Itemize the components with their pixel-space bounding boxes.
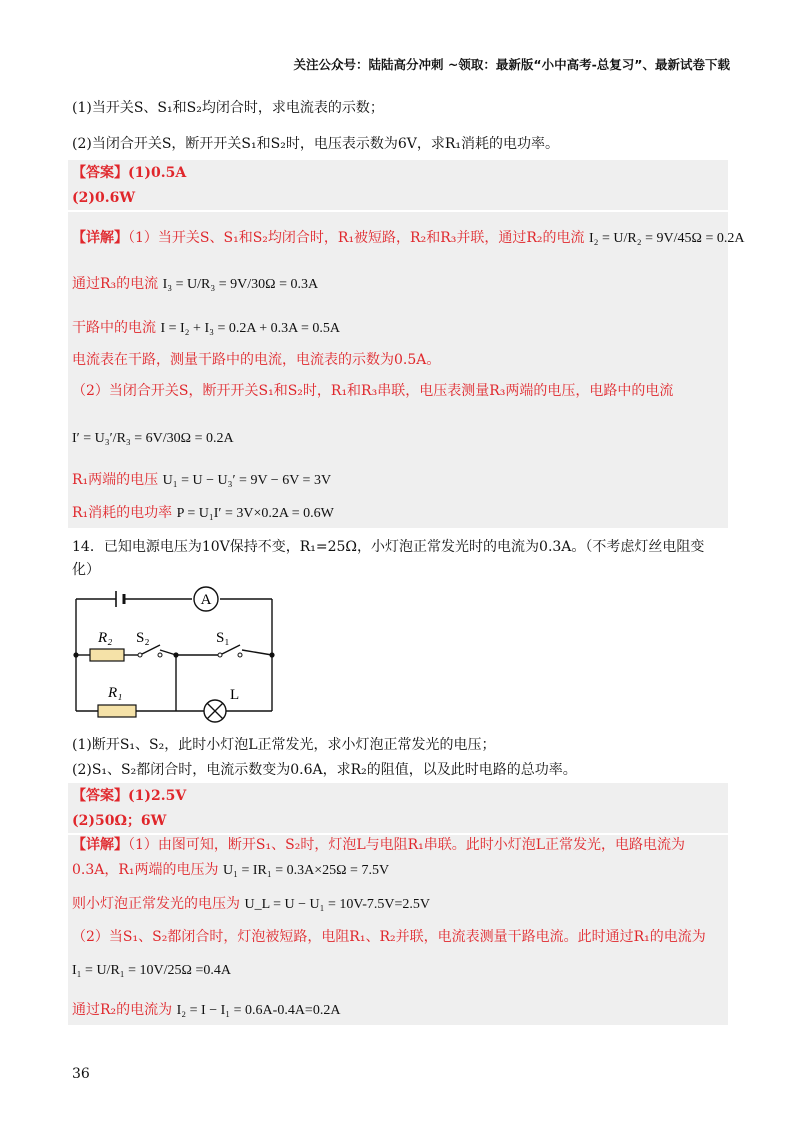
q14-detail-3: 则小灯泡正常发光的电压为 U_L = U − U₁ = 10V-7.5V=2.5V: [72, 896, 430, 912]
resistor-r1-icon: [98, 705, 136, 717]
resistor-r2-icon: [90, 649, 124, 661]
q14-detail-1: 【详解】（1）由图可知，断开S₁、S₂时，灯泡L与电阻R₁串联。此时小灯泡L正常发光，电路电流为: [72, 837, 686, 853]
circuit-diagram: [70, 585, 280, 730]
s1-label: S₁: [216, 630, 230, 646]
r2-label: R₂: [98, 630, 113, 646]
q14-detail-5: [72, 960, 231, 981]
q14-answer-2: (2)50Ω；6W: [72, 813, 167, 829]
q14-detail-6: 通过R₂的电流为 I₂ = I − I₁ = 0.6A-0.4A=0.2A: [72, 1002, 341, 1018]
equation-q14-i1: I₁ = U/R₁ = 10V/25Ω =0.4A: [72, 963, 231, 978]
page-number: 36: [72, 1066, 90, 1082]
q14-question-2: (2)S₁、S₂都闭合时，电流示数变为0.6A，求R₂的阻值，以及此时电路的总功率。: [72, 762, 577, 778]
lamp-label: L: [230, 687, 240, 703]
equation-q14-i2: I₂ = I − I₁ = 0.6A-0.4A=0.2A: [176, 1003, 341, 1018]
q14-answer-1: 【答案】(1)2.5V: [72, 788, 187, 804]
prev-detail-7: R₁两端的电压 U₁ = U − U₃′ = 9V − 6V = 3V: [72, 472, 332, 488]
q14-question-1: (1)断开S₁、S₂，此时小灯泡L正常发光，求小灯泡正常发光的电压；: [72, 737, 496, 753]
prev-detail-8: R₁消耗的电功率 P = U₁I′ = 3V×0.2A = 0.6W: [72, 505, 334, 521]
equation-q14-ul: U_L = U − U₁ = 10V-7.5V=2.5V: [244, 897, 430, 912]
prev-detail-4: 电流表在干路，测量干路中的电流，电流表的示数为0.5A。: [72, 352, 441, 368]
equation-q14-u1: U₁ = IR₁ = 0.3A×25Ω = 7.5V: [222, 863, 390, 878]
equation-u1: U₁ = U − U₃′ = 9V − 6V = 3V: [162, 473, 332, 488]
q14-detail-4: （2）当S₁、S₂都闭合时，灯泡被短路，电阻R₁、R₂并联，电流表测量干路电流。此时通过R₁的电流为: [72, 929, 706, 945]
prev-detail-1: 【详解】（1）当开关S、S₁和S₂均闭合时，R₁被短路，R₂和R₃并联，通过R₂的电流 I₂ = U/R₂ = 9V/45Ω = 0.2A: [72, 230, 745, 246]
prev-question-1: (1)当开关S、S₁和S₂均闭合时，求电流表的示数；: [72, 100, 384, 116]
ammeter-label: A: [200, 592, 212, 608]
prev-detail-3: 干路中的电流 I = I₂ + I₃ = 0.2A + 0.3A = 0.5A: [72, 320, 340, 336]
equation-i: I = I₂ + I₃ = 0.2A + 0.3A = 0.5A: [160, 321, 340, 336]
prev-answer-2: (2)0.6W: [72, 190, 136, 206]
q14-detail-2: 0.3A，R₁两端的电压为 U₁ = IR₁ = 0.3A×25Ω = 7.5V: [72, 862, 390, 878]
s2-label: S₂: [136, 630, 150, 646]
q14-stem-2: 化）: [72, 562, 100, 578]
prev-detail-6: [72, 428, 234, 449]
equation-p: P = U₁I′ = 3V×0.2A = 0.6W: [176, 506, 334, 521]
prev-detail-2: 通过R₃的电流 I₃ = U/R₃ = 9V/30Ω = 0.3A: [72, 276, 319, 292]
r1-label: R₁: [108, 685, 123, 701]
equation-i3: I₃ = U/R₃ = 9V/30Ω = 0.3A: [162, 277, 319, 292]
prev-question-2: (2)当闭合开关S，断开开关S₁和S₂时，电压表示数为6V，求R₁消耗的电功率。: [72, 136, 559, 152]
equation-i2: I₂ = U/R₂ = 9V/45Ω = 0.2A: [588, 231, 745, 246]
q14-stem-1: 14．已知电源电压为10V保持不变，R₁=25Ω，小灯泡正常发光时的电流为0.3A。（不考虑灯丝电阻变: [72, 539, 705, 555]
prev-detail-5: （2）当闭合开关S，断开开关S₁和S₂时，R₁和R₃串联，电压表测量R₃两端的电压，电路中的电流: [72, 383, 674, 399]
equation-i-prime: I′ = U₃′/R₃ = 6V/30Ω = 0.2A: [72, 431, 234, 446]
prev-answer-1: 【答案】(1)0.5A: [72, 165, 187, 181]
page-header: 关注公众号：陆陆高分冲刺 ~领取：最新版“小中高考-总复习”、最新试卷下载: [293, 57, 730, 72]
